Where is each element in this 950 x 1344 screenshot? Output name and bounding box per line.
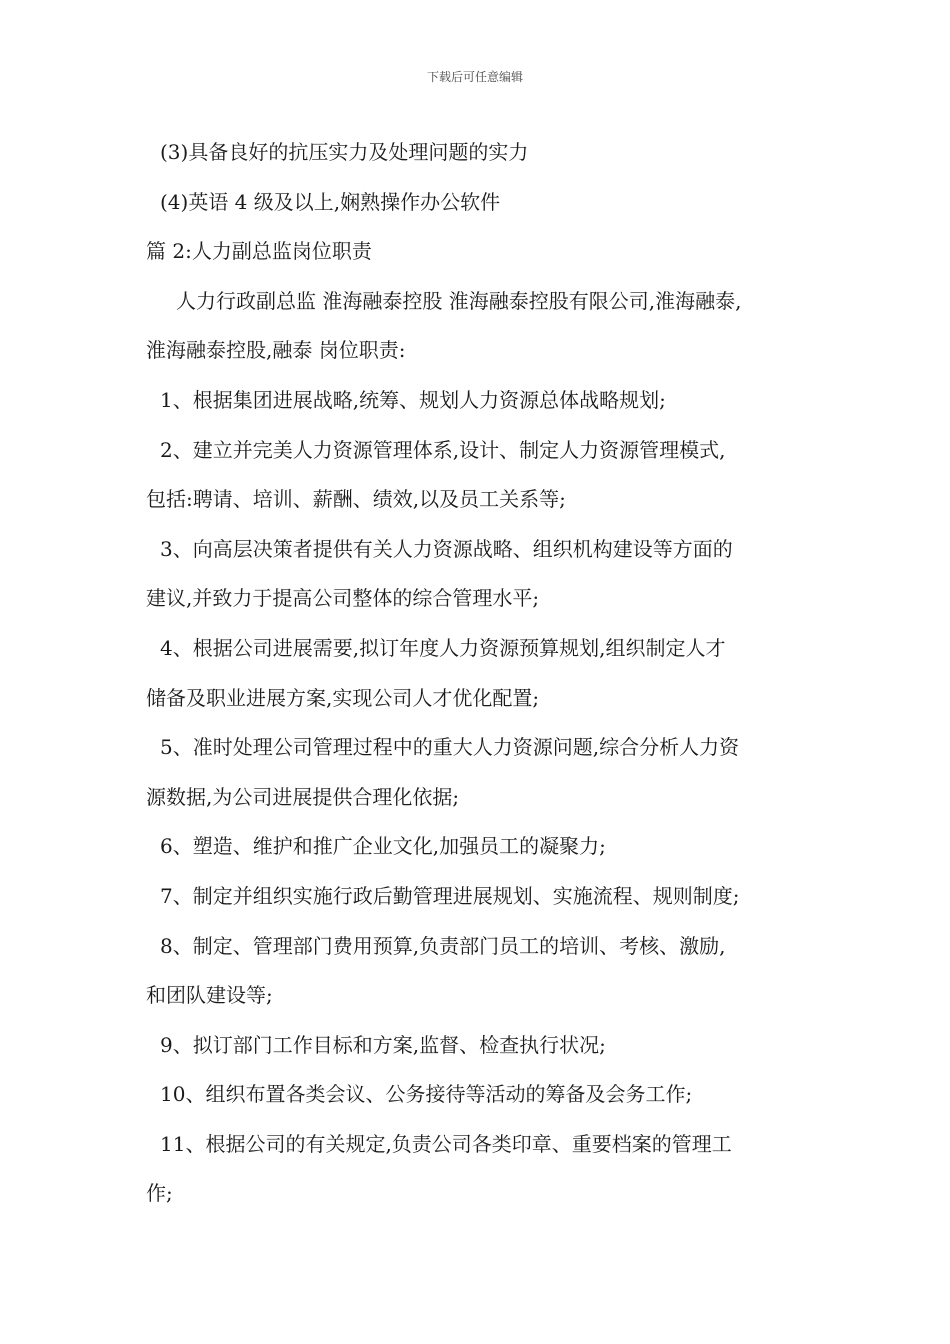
duty-9-line-1: 9、拟订部门工作目标和方案,监督、检查执行状况; [160, 1032, 606, 1057]
requirement-line-4: (4)英语 4 级及以上,娴熟操作办公软件 [160, 189, 501, 214]
duty-1-line-1: 1、根据集团进展战略,统筹、规划人力资源总体战略规划; [160, 387, 666, 412]
duty-6-line-1: 6、塑造、维护和推广企业文化,加强员工的凝聚力; [160, 834, 606, 859]
requirement-line-3: (3)具备良好的抗压实力及处理问题的实力 [160, 140, 529, 164]
duty-2-line-1: 2、建立并完美人力资源管理体系,设计、制定人力资源管理模式, [160, 437, 726, 462]
duty-4-line-2: 储备及职业进展方案,实现公司人才优化配置; [146, 685, 540, 710]
intro-line-1: 人力行政副总监 淮海融泰控股 淮海融泰控股有限公司,淮海融泰, [176, 288, 742, 313]
duty-5-line-2: 源数据,为公司进展提供合理化依据; [146, 784, 460, 809]
document-body [146, 128, 812, 1219]
duty-4-line-1: 4、根据公司进展需要,拟订年度人力资源预算规划,组织制定人才 [160, 635, 726, 660]
intro-line-2: 淮海融泰控股,融泰 岗位职责: [146, 338, 406, 363]
duty-10-line-1: 10、组织布置各类会议、公务接待等活动的筹备及会务工作; [160, 1082, 693, 1107]
duty-7-line-1: 7、制定并组织实施行政后勤管理进展规划、实施流程、规则制度; [160, 883, 740, 908]
duty-2-line-2: 包括:聘请、培训、薪酬、绩效,以及员工关系等; [146, 487, 566, 512]
page-header: 下载后可任意编辑 [426, 70, 523, 84]
duty-11-line-1: 11、根据公司的有关规定,负责公司各类印章、重要档案的管理工 [160, 1131, 732, 1156]
duty-8-line-1: 8、制定、管理部门费用预算,负责部门员工的培训、考核、激励, [160, 933, 726, 958]
duty-3-line-2: 建议,并致力于提高公司整体的综合管理水平; [146, 586, 540, 611]
duty-3-line-1: 3、向高层决策者提供有关人力资源战略、组织机构建设等方面的 [160, 536, 733, 561]
section-heading: 篇 2:人力副总监岗位职责 [146, 239, 372, 264]
duty-5-line-1: 5、准时处理公司管理过程中的重大人力资源问题,综合分析人力资 [160, 735, 740, 760]
duty-8-line-2: 和团队建设等; [146, 983, 273, 1008]
duty-11-line-2: 作; [146, 1181, 173, 1206]
